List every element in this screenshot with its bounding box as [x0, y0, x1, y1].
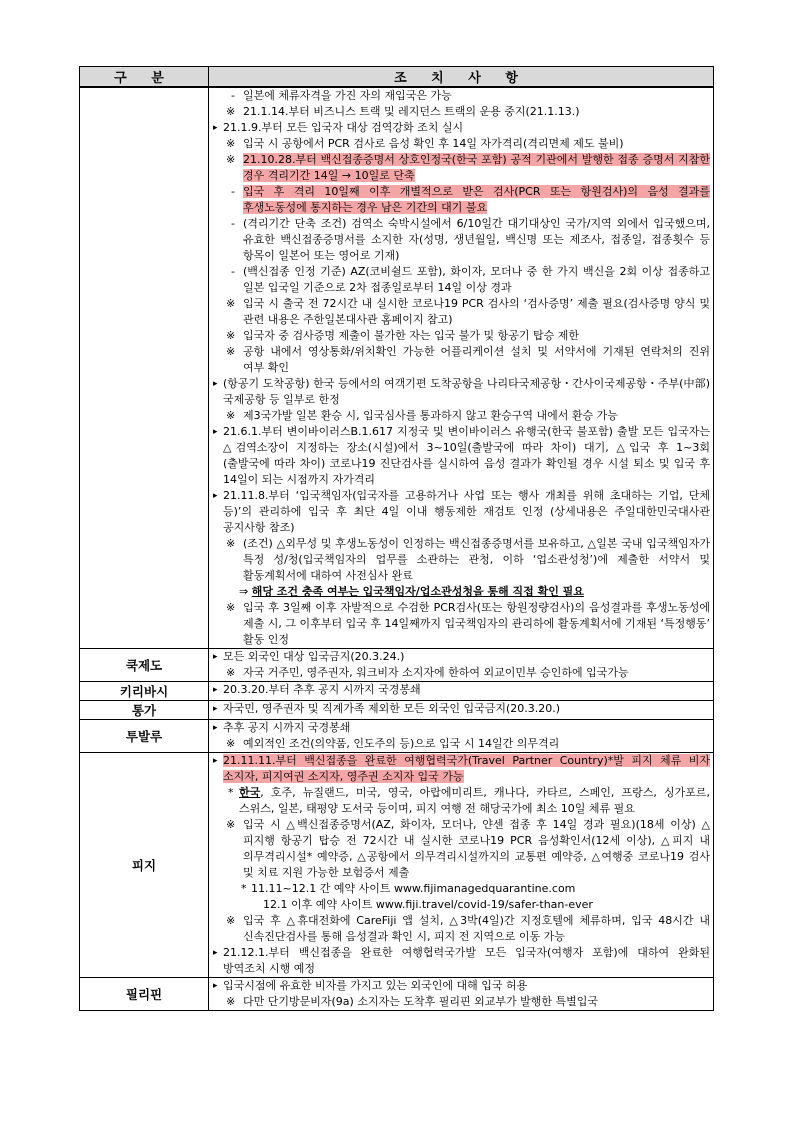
measure-text: 21.1.9.부터 모든 입국자 대상 검역강화 조치 실시 [223, 121, 464, 134]
measure-text: 추후 공지 시까지 국경봉쇄 [223, 721, 351, 734]
country-row [80, 649, 714, 682]
measures-cell [209, 720, 714, 753]
measures-table [79, 66, 714, 1011]
measure-text: 입국 시 공항에서 PCR 검사로 음성 확인 후 14일 자가격리(격리면제 제도 불비) [243, 137, 624, 150]
measures-cell [209, 753, 714, 978]
measures-cell [209, 649, 714, 682]
measure-text: (조건) △외무성 및 후생노동성이 인정하는 백신접종증명서를 보유하고, △일본 국내 입국책임자가 특정 성/청(입국책임자의 업무를 소관하는 관청, 이하 ‘업소관성청’)에 제출한 서약서 및 활동계획서에 대하여 사전심사 완료 [243, 537, 710, 582]
header-row [80, 67, 714, 88]
measure-item [213, 994, 710, 1010]
measure-text: 해당 조건 충족 여부는 입국책임자/업소관성청을 통해 직접 확인 필요 [251, 585, 584, 598]
country-row [80, 701, 714, 720]
measure-item [213, 978, 710, 994]
country-row-japan [80, 87, 714, 649]
measure-item [213, 120, 710, 136]
measure-text: 모든 외국인 대상 입국금지(20.3.24.) [223, 650, 405, 663]
measure-text: 21.11.8.부터 ‘입국책임자(입국자를 고용하거나 사업 또는 행사 개최를 위해 초대하는 기업, 단체 등)’의 관리하에 입국 후 최단 4일 이내 행동제한 재검토 인정 (상세내용은 주일대한민국대사관 공지사항 참조) [223, 489, 710, 534]
measure-text: 21.6.1.부터 변이바이러스B.1.617 지정국 및 변이바이러스 유행국(한국 불포함) 출발 모든 입국자는 △검역소장이 지정하는 장소(시설)에서 3~10일(출발국에 따라 차이) 대기, △입국 후 1~3회(출발국에 따라 차이) 코로나19 진단검사를 실시하여 음성 결과가 확인될 경우 시설 퇴소 및 입국 후 14일이 되는 시점까지 자가격리 [223, 425, 710, 486]
measure-item [213, 264, 710, 296]
measure-item [213, 328, 710, 344]
measure-item [213, 88, 710, 104]
measure-text: 21.1.14.부터 비즈니스 트랙 및 레지던스 트랙의 운용 중지(21.1.13.) [243, 105, 580, 118]
measure-item [213, 376, 710, 408]
country-name: 쿡제도 [80, 649, 209, 682]
measure-item [213, 897, 710, 913]
measure-text: 제3국가발 일본 환승 시, 입국심사를 통과하지 않고 환승구역 내에서 환승 가능 [243, 409, 618, 422]
measure-item [213, 136, 710, 152]
measure-item [213, 720, 710, 736]
measure-text: (격리기간 단축 조건) 검역소 숙박시설에서 6/10일간 대기대상인 국가/지역 외에서 입국했으며, 유효한 백신접종증명서를 소지한 자(성명, 생년월일, 백신명 또는 제조사, 접종일, 접종횟수 등 항목이 일본어 또는 영어로 기재) [243, 217, 710, 262]
measure-item [213, 600, 710, 648]
measure-item [213, 424, 710, 488]
country-row [80, 753, 714, 978]
measure-item [213, 344, 710, 376]
measures-cell [209, 701, 714, 720]
country-row [80, 682, 714, 701]
measure-item [213, 184, 710, 216]
measure-text: 11.11~12.1 간 예약 사이트 www.fijimanagedquarantine.com [251, 882, 576, 895]
country-row [80, 978, 714, 1011]
measure-text: 다만 단기방문비자(9a) 소지자는 도착후 필리핀 외교부가 발행한 특별입국 [243, 995, 598, 1008]
measure-item [213, 408, 710, 424]
measure-text: 입국 후 3일째 이후 자발적으로 수검한 PCR검사(또는 항원정량검사)의 음성결과를 후생노동성에 제출 시, 그 이후부터 입국 후 14일째까지 입국책임자의 관리하에 활동계획서에 기재된 ‘특정행동’ 활동 인정 [243, 601, 710, 646]
measure-text: 입국시점에 유효한 비자를 가지고 있는 외국인에 대해 입국 허용 [223, 979, 528, 992]
measure-item [213, 913, 710, 945]
country-name: 통가 [80, 701, 209, 720]
highlight-country: 한국 [239, 786, 261, 799]
measure-text: 입국 시 출국 전 72시간 내 실시한 코로나19 PCR 검사의 ‘검사증명’ 제출 필요(검사증명 양식 및 관련 내용은 주한일본대사관 홈페이지 참고) [243, 297, 710, 326]
measures-cell [209, 87, 714, 649]
measure-text: , 호주, 뉴질랜드, 미국, 영국, 아랍에미리트, 캐나다, 카타르, 스페인, 프랑스, 싱가포르, 스위스, 일본, 태평양 도서국 등이며, 피지 여행 전 해당국가에 최소 10일 체류 필요 [239, 786, 710, 815]
arrow-icon: ⇒ [239, 585, 252, 598]
measure-text: 자국민, 영주권자 및 직계가족 제외한 모든 외국인 입국금지(20.3.20.) [223, 702, 561, 715]
measure-text: 21.12.1.부터 백신접종을 완료한 여행협력국가발 모든 입국자(여행자 포함)에 대하여 완화된 방역조치 시행 예정 [223, 946, 710, 975]
measure-item [213, 736, 710, 752]
measure-item [213, 701, 710, 717]
measure-text: 공항 내에서 영상통화/위치확인 가능한 어플리케이션 설치 및 서약서에 기재된 연락처의 진위 여부 확인 [243, 345, 710, 374]
country-name: 투발루 [80, 720, 209, 753]
measure-text: 20.3.20.부터 추후 공지 시까지 국경봉쇄 [223, 683, 421, 696]
measure-item [213, 682, 710, 698]
header-measures: 조 치 사 항 [209, 67, 714, 88]
measure-item [213, 536, 710, 584]
measure-item [213, 104, 710, 120]
measure-text: 12.1 이후 예약 사이트 www.fiji.travel/covid-19/safer-than-ever [263, 898, 593, 911]
measure-item [213, 584, 710, 600]
country-name [80, 87, 209, 649]
country-name: 키리바시 [80, 682, 209, 701]
measure-text: 예외적인 조건(의약품, 인도주의 등)으로 입국 시 14일간 의무격리 [243, 737, 560, 750]
measure-item [213, 945, 710, 977]
measure-text: 입국 후 격리 10일째 이후 개별적으로 받은 검사(PCR 또는 항원검사)의 음성 결과를 후생노동성에 통지하는 경우 남은 기간의 대기 불요 [243, 185, 710, 214]
measure-item [213, 665, 710, 681]
measures-cell [209, 978, 714, 1011]
measure-text: 21.11.11.부터 백신접종을 완료한 여행협력국가(Travel Partner Country)*발 피지 체류 비자 소지자, 피지여권 소지자, 영주권 소지자 입국 가능 [223, 754, 710, 783]
measure-text: (항공기 도착공항) 한국 등에서의 여객기편 도착공항을 나리타국제공항・간사이국제공항・주부(中部)국제공항 등 일부로 한정 [223, 377, 710, 406]
measure-text: 21.10.28.부터 백신접종증명서 상호인정국(한국 포함) 공적 기관에서 발행한 접종 증명서 지참한 경우 격리기간 14일 → 10일로 단축 [243, 153, 710, 182]
measure-item [213, 296, 710, 328]
measure-text: 일본에 체류자격을 가진 자의 재입국은 가능 [243, 89, 452, 102]
measure-item [213, 488, 710, 536]
measure-text: 입국 시 △백신접종증명서(AZ, 화이자, 모더나, 얀센 접종 후 14일 경과 필요)(18세 이상) △피지행 항공기 탑승 전 72시간 내 실시한 코로나19 PCR 음성확인서(12세 이상), △피지 내 의무격리시설* 예약증, △공항에서 의무격리시설까지의 교통편 예약증, △여행중 코로나19 검사 및 치료 지원 가능한 보험증서 제출 [243, 818, 710, 879]
measure-item [213, 152, 710, 184]
measure-item [213, 649, 710, 665]
measure-text: (백신접종 인정 기준) AZ(코비쉴드 포함), 화이자, 모더나 중 한 가지 백신을 2회 이상 접종하고 일본 입국일 기준으로 2차 접종일로부터 14일 이상 경과 [243, 265, 710, 294]
country-name: 피지 [80, 753, 209, 978]
measure-item [213, 881, 710, 897]
measure-text: 입국자 중 검사증명 제출이 불가한 자는 입국 불가 및 항공기 탑승 제한 [243, 329, 579, 342]
measure-text: 입국 후 △휴대전화에 CareFiji 앱 설치, △3박(4일)간 지정호텔에 체류하며, 입국 48시간 내 신속진단검사를 통해 음성결과 확인 시, 피지 전 지역으로 이동 가능 [243, 914, 710, 943]
measure-item [213, 753, 710, 785]
country-row [80, 720, 714, 753]
measure-text: 자국 거주민, 영주권자, 워크비자 소지자에 한하여 외교이민부 승인하에 입국가능 [243, 666, 629, 679]
header-category: 구 분 [80, 67, 209, 88]
measure-item [213, 817, 710, 881]
measure-item [213, 785, 710, 817]
measures-cell [209, 682, 714, 701]
country-name: 필리핀 [80, 978, 209, 1011]
measure-item [213, 216, 710, 264]
